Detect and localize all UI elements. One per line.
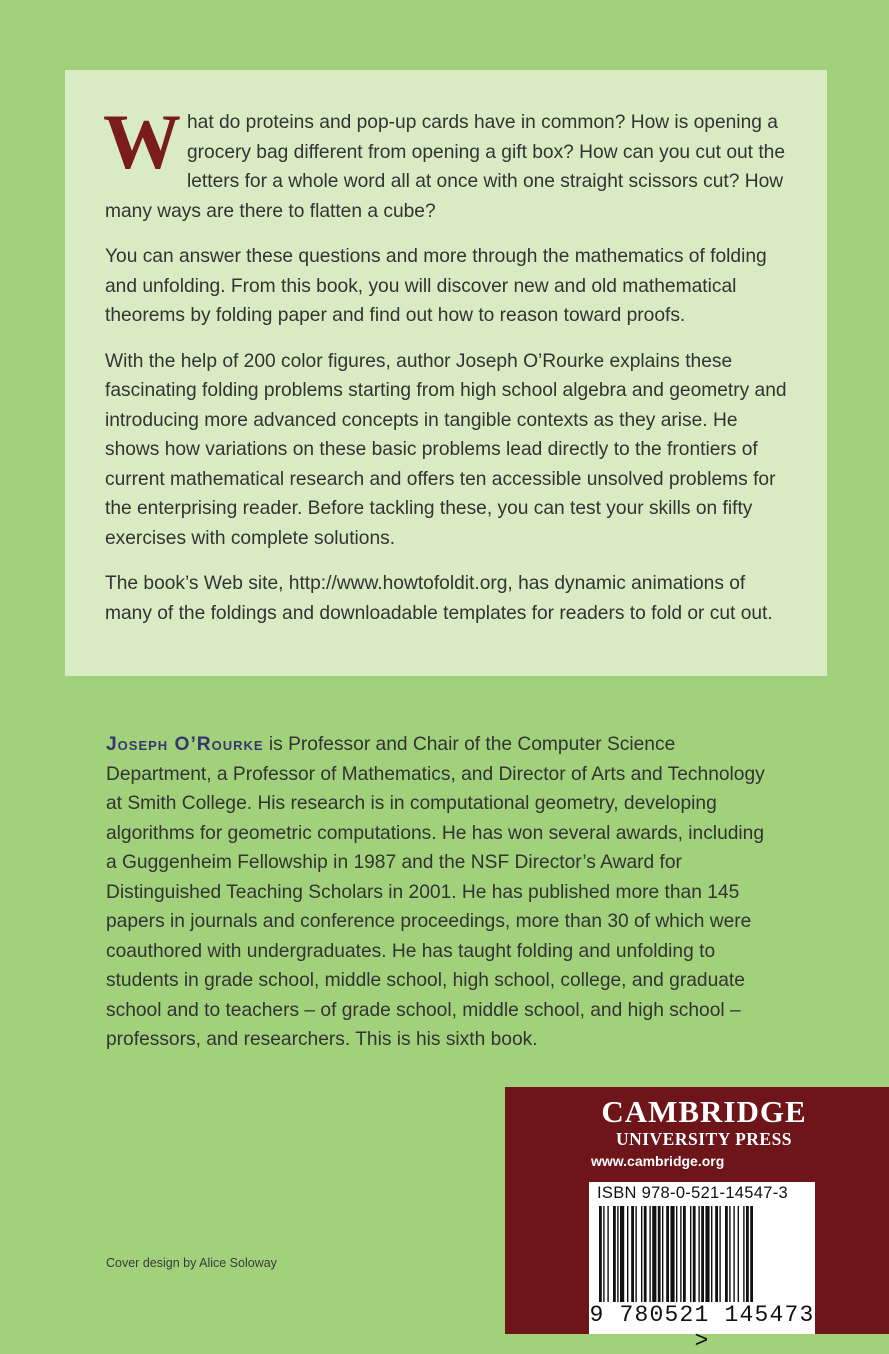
barcode-bar <box>750 1206 753 1302</box>
blurb-paragraph-2: You can answer these questions and more through the mathematics of folding and unfolding. From this book, you will discover new and old mathematical theorems by folding paper and find out how to reason toward proofs. <box>105 246 767 326</box>
barcode-bar <box>729 1206 730 1302</box>
barcode-bar <box>746 1206 749 1302</box>
barcode-bar <box>620 1206 624 1302</box>
barcode <box>589 1182 815 1354</box>
barcode-bar <box>617 1206 618 1302</box>
barcode-bar <box>719 1206 720 1302</box>
barcode-bar <box>690 1206 691 1302</box>
barcode-bar <box>613 1206 616 1302</box>
blurb-paragraph-3: With the help of 200 color figures, author Joseph O’Rourke explains these fascinating folding problems starting from high school algebra and geometry and introducing more advanced concepts in tangible contexts as they arise. He shows how variations on these basic problems lead directly to the frontiers of current mathematical research and offers ten accessible unsolved problems for the enterprising reader. Before tackling these, you can test your skills on fifty exercises with complete solutions. <box>105 350 787 549</box>
barcode-bar <box>652 1206 656 1302</box>
publisher-url: www.cambridge.org <box>591 1153 725 1169</box>
barcode-bar <box>701 1206 704 1302</box>
barcode-bar <box>635 1206 636 1302</box>
barcode-bar <box>670 1206 674 1302</box>
blurb-box <box>65 70 827 676</box>
barcode-bar <box>627 1206 628 1302</box>
barcode-bar <box>607 1206 608 1302</box>
publisher-name: CAMBRIDGE <box>601 1094 807 1129</box>
barcode-bar <box>662 1206 663 1302</box>
barcode-bar <box>658 1206 661 1302</box>
barcode-bar <box>705 1206 709 1302</box>
barcode-bar <box>680 1206 681 1302</box>
barcode-bar <box>599 1206 602 1302</box>
barcode-bar <box>666 1206 669 1302</box>
barcode-bar <box>644 1206 647 1302</box>
barcode-bar <box>603 1206 604 1302</box>
barcode-bar <box>711 1206 712 1302</box>
barcode-bar <box>715 1206 718 1302</box>
barcode-bar <box>631 1206 634 1302</box>
publisher-subname: UNIVERSITY PRESS <box>615 1129 793 1149</box>
cover-design-credit: Cover design by Alice Soloway <box>106 1256 277 1270</box>
barcode-bars <box>599 1206 805 1302</box>
barcode-bar <box>738 1206 739 1302</box>
blurb-paragraph-4: The book’s Web site, http://www.howtofoldit.org, has dynamic animations of many of the foldings and downloadable templates for readers to fold or cut out. <box>105 573 773 624</box>
author-name: Joseph O’Rourke <box>106 734 264 755</box>
barcode-digits: 9 780521 145473 > <box>589 1302 815 1354</box>
barcode-bar <box>676 1206 677 1302</box>
barcode-bar <box>683 1206 686 1302</box>
drop-cap: W <box>103 98 181 185</box>
barcode-bar <box>733 1206 734 1302</box>
blurb-paragraph-1 <box>103 98 787 226</box>
barcode-bar <box>641 1206 642 1302</box>
barcode-bar <box>649 1206 650 1302</box>
blurb-paragraph-1-text: hat do proteins and pop-up cards have in common? How is opening a grocery bag different from opening a gift box? How can you cut out the letters for a whole word all at once with one straight scissors cut? How many ways are there to flatten a cube? <box>105 112 786 222</box>
barcode-bar <box>693 1206 696 1302</box>
barcode-bar <box>725 1206 728 1302</box>
author-bio <box>106 730 776 1055</box>
author-bio-text: is Professor and Chair of the Computer Science Department, a Professor of Mathematics, and Director of Arts and Technology at Smith College. His research is in computational geometry, developing algorithms for geometric computations. He has won several awards, including a Guggenheim Fellowship in 1987 and the NSF Director’s Award for Distinguished Teaching Scholars in 2001. He has published more than 145 papers in journals and conference proceedings, more than 30 of which were coauthored with undergraduates. He has taught folding and unfolding to students in grade school, middle school, high school, college, and graduate school and to teachers – of grade school, middle school, and high school –professors, and researchers. This is his sixth book. <box>106 734 765 1050</box>
publisher-panel <box>505 1087 889 1354</box>
barcode-bar <box>698 1206 699 1302</box>
barcode-bar <box>743 1206 744 1302</box>
publisher-logo <box>589 1095 819 1149</box>
isbn-label: ISBN 978-0-521-14547-3 <box>597 1184 788 1202</box>
